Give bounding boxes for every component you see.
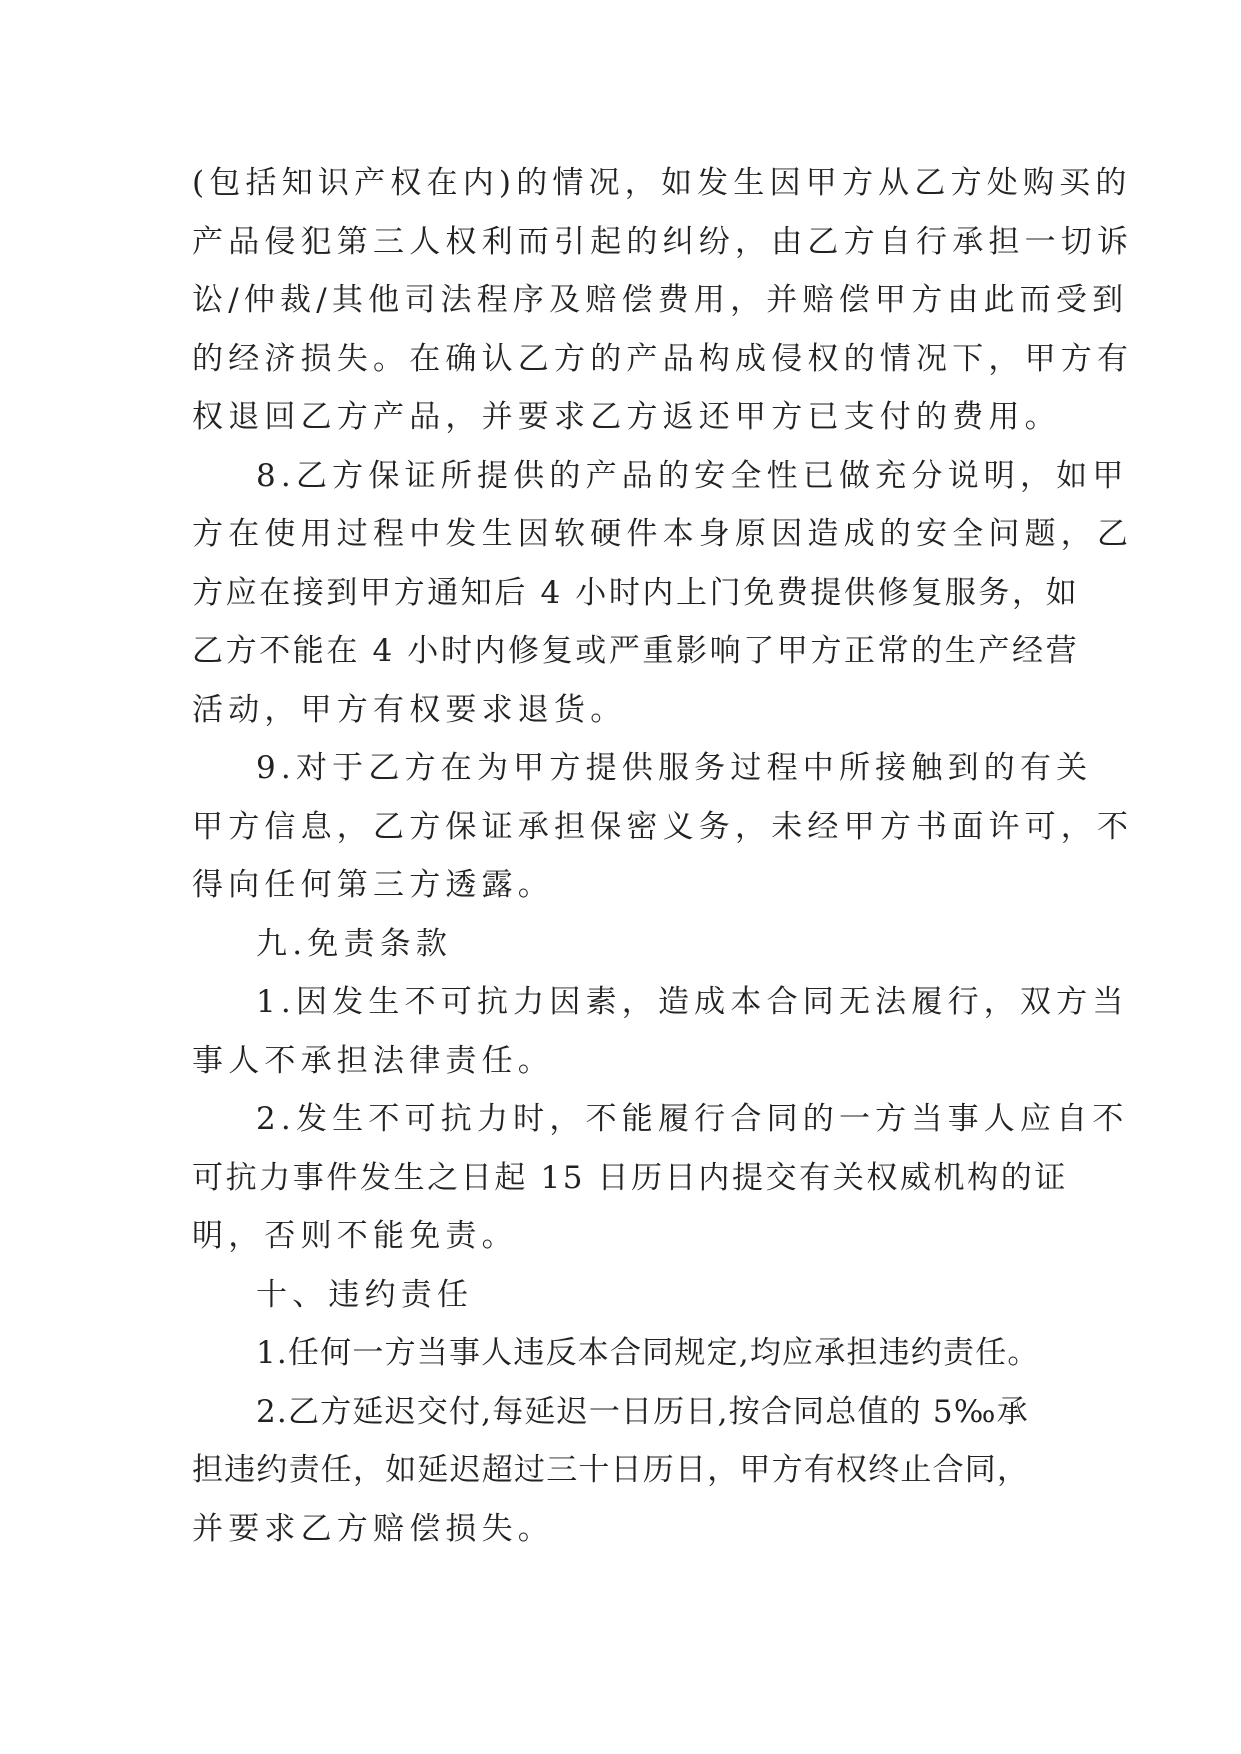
clause-2-line: 2.乙方延迟交付,每延迟一日历日,按合同总值的 5‰承 — [256, 1393, 1029, 1430]
paragraph-line: 甲方信息，乙方保证承担保密义务，未经甲方书面许可，不 — [192, 808, 1134, 845]
paragraph-line: 事人不承担法律责任。 — [192, 1042, 554, 1079]
clause-9-line: 9.对于乙方在为甲方提供服务过程中所接触到的有关 — [256, 750, 1093, 786]
section-heading-liability: 十、违约责任 — [256, 1276, 474, 1313]
clause-2-line: 2.发生不可抗力时，不能履行合同的一方当事人应自不 — [256, 1101, 1129, 1137]
section-heading-disclaimer: 九.免责条款 — [256, 925, 453, 962]
paragraph-line: 产品侵犯第三人权利而引起的纠纷，由乙方自行承担一切诉 — [192, 223, 1134, 260]
paragraph-line: 得向任何第三方透露。 — [192, 867, 554, 903]
paragraph-line: (包括知识产权在内)的情况，如发生因甲方从乙方处购买的 — [192, 165, 1132, 201]
paragraph-line: 讼/仲裁/其他司法程序及赔偿费用，并赔偿甲方由此而受到 — [192, 282, 1129, 318]
paragraph-line: 明，否则不能免责。 — [192, 1218, 518, 1254]
paragraph-line: 乙方不能在 4 小时内修复或严重影响了甲方正常的生产经营 — [192, 633, 1080, 669]
paragraph-line: 可抗力事件发生之日起 15 日历日内提交有关权威机构的证 — [192, 1159, 1068, 1196]
document-body — [192, 154, 1134, 1558]
paragraph-line: 担违约责任，如延迟超过三十日历日，甲方有权终止合同， — [192, 1452, 1030, 1488]
paragraph-line: 方在使用过程中发生因软硬件本身原因造成的安全问题，乙 — [192, 516, 1134, 552]
clause-1-line: 1.因发生不可抗力因素，造成本合同无法履行，双方当 — [256, 984, 1129, 1020]
paragraph-line: 权退回乙方产品，并要求乙方返还甲方已支付的费用。 — [192, 399, 1061, 435]
paragraph-line: 的经济损失。在确认乙方的产品构成侵权的情况下，甲方有 — [192, 340, 1134, 377]
paragraph-line: 方应在接到甲方通知后 4 小时内上门免费提供修复服务，如 — [192, 574, 1080, 611]
clause-8-line: 8.乙方保证所提供的产品的安全性已做充分说明，如甲 — [256, 457, 1129, 494]
clause-1-line: 1.任何一方当事人违反本合同规定,均应承担违约责任。 — [256, 1335, 1040, 1371]
paragraph-line: 活动，甲方有权要求退货。 — [192, 691, 627, 728]
paragraph-line: 并要求乙方赔偿损失。 — [192, 1510, 554, 1547]
